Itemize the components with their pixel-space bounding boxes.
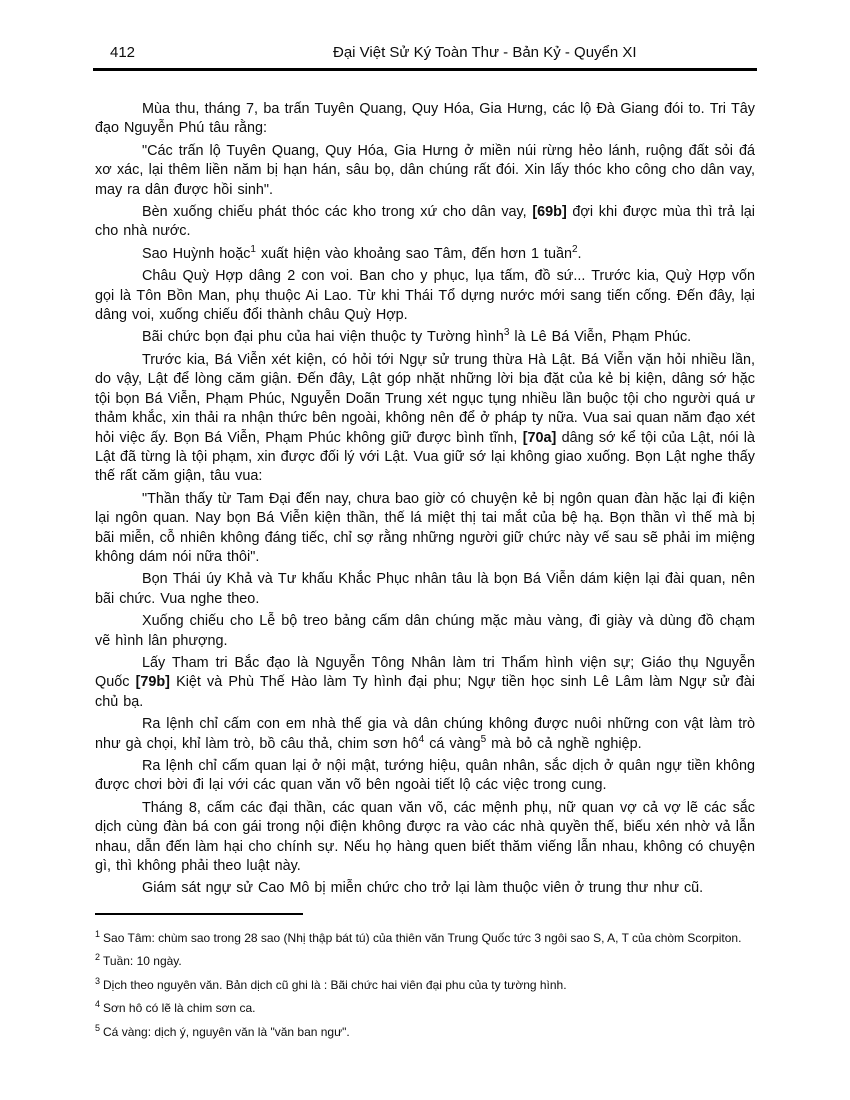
paragraph: Ra lệnh chỉ cấm con em nhà thế gia và dân chúng không được nuôi những con vật làm trò như gà chọi, khỉ làm trò, bồ câu thả, chim sơn $hô^4$ cá vàng$^5$ mà bỏ cả nghề nghiệp. [95, 716, 755, 752]
paragraph: Bọn Thái úy Khả và Tư khấu Khắc Phục nhân tâu là bọn Bá Viễn dám kiện lại đài quan, nên bãi chức. Vua nghe theo. [95, 571, 755, 607]
paragraph: "Thần thấy từ Tam Đại đến nay, chưa bao giờ có chuyện kẻ bị ngôn quan đàn hặc lại đi kiện lại ngôn quan. Nay bọn Bá Viễn kiện thần, thế lá miệt thị tai mắt của bệ hạ. Bọn thần vì thế mà bị bãi miễn, cỗ nhiên không đáng tiếc, chỉ sợ rằng những người giữ chức này vế sau sẽ phải im miệng không dám nói nữa thôi". [95, 490, 755, 565]
paragraph: Giám sát ngự sử Cao Mô bị miễn chức cho trở lại làm thuộc viên ở trung thư như cũ. [142, 880, 704, 897]
footnote-item [95, 928, 755, 946]
paragraph: Lấy Tham tri Bắc đạo là Nguyễn Tông Nhân làm tri Thẩm hình viện sự; Giáo thụ Nguyễn Quốc [79b] Kiệt và Phù Thế Hào làm Ty hình đại phu; Ngự tiền học sinh Lê Lâm làm Ngự sử đài chủ bạ. [95, 654, 755, 710]
footnote-text: Tuần: 10 ngày. [103, 954, 182, 969]
footnotes-section [95, 928, 755, 1040]
paragraph: Bèn xuống chiếu phát thóc các kho trong xứ cho dân vay, [69b] đợi khi được mùa thì trả lại cho nhà nước. [95, 204, 755, 240]
footnote-marker: 3 [95, 975, 101, 986]
paragraph: Tháng 8, cấm các đại thần, các quan văn võ, các mệnh phụ, nữ quan vợ cả vợ lẽ các sắc dịch cùng đàn bá con gái trong nội điện không được ra vào các nhà quyền thế, biếu xén nhờ vả lẫn nhau, dẫn đến làm hại cho chính sự. Nếu họ hàng quen biết thăm viếng lẫn nhau, không có chuyện gì, thì không phải theo luật này. [95, 799, 755, 875]
footnote-separator [95, 913, 303, 915]
footnote-marker: 4 [95, 999, 101, 1010]
footnote-item [95, 975, 755, 993]
header-rule [93, 68, 757, 71]
paragraph: Xuống chiếu cho Lễ bộ treo bảng cấm dân chúng mặc màu vàng, đi giày và dùng đồ chạm vẽ hình lân phượng. [95, 613, 755, 649]
footnote-item [95, 954, 755, 969]
footnote-item [95, 1022, 755, 1040]
paragraph: Châu Quỳ Hợp dâng 2 con voi. Ban cho y phục, lụa tấm, đồ sứ... Trước kia, Quỳ Hợp vốn gọi là Tôn Bồn Man, phụ thuộc Ai Lao. Từ khi Thái Tổ dựng nước mới sang tiến cống. Đến đây, lại dâng voi, xuống chiếu đổi thành châu Quỳ Hợp. [95, 268, 755, 324]
page-header [95, 44, 755, 66]
footnote-marker: 2 [95, 952, 101, 963]
paragraph: Ra lệnh chỉ cấm quan lại ở nội mật, tướng hiệu, quân nhân, sắc dịch ở quân ngự tiền không được chơi bời đi lại với các quan văn võ bên ngoài tiết lộ các việc trong cung. [95, 758, 755, 794]
footnote-text: Sao Tâm: chùm sao trong 28 sao (Nhị thập bát tú) của thiên văn Trung Quốc tức 3 ngôi sao S, A, T của chòm Scorpiton. [103, 930, 742, 945]
footnote-marker: 5 [95, 1022, 101, 1033]
footnote-text: Dịch theo nguyên văn. Bản dịch cũ ghi là : Bãi chức hai viên đại phu của ty tường hình. [103, 977, 567, 992]
paragraph: Bãi chức bọn đại phu của hai viện thuộc ty Tường hình$^3$ là Lê Bá Viễn, Phạm Phúc. [142, 327, 692, 346]
paragraph: Trước kia, Bá Viễn xét kiện, có hỏi tới Ngự sử trung thừa Hà Lật. Bá Viễn vặn hỏi nhiều lần, do vậy, Lật để lòng căm giận. Đến đây, Lật góp nhặt những lời bịa đặt của kẻ bị kiện, dâng sớ hặc tội bọn Bá Viễn, Phạm Phúc, Nguyễn Doãn Trung xét ngục tụng nhiều lần buộc tội cho người quá ư thảm khắc, xin thải ra nhận thức bên ngoài, không nên để ở pháp ty nữa. Vua sai quan năm đạo xét hỏi việc ấy. Bọn Bá Viễn, Phạm Phúc không giữ được bình tĩnh, [70a] dâng sớ kể tội của Lật, nói là Lật đã từng là tội phạm, xin được đối lý với Lật. Vua giữ sớ lại không giao xuống. Bọn Lật nghe thấy thế rất căm giận, tâu vua: [95, 351, 755, 485]
body-text [95, 100, 755, 1048]
paragraph: Sao Huỳnh hoặc$^1$ xuất hiện vào khoảng sao Tâm, đến hơn 1 tuần$^2$. [142, 244, 582, 262]
footnote-marker: 1 [95, 928, 101, 939]
footnote-text: Cá vàng: dịch ý, nguyên văn là "văn ban ngư". [103, 1024, 350, 1039]
footnote-item [95, 1001, 755, 1016]
paragraph: "Các trấn lộ Tuyên Quang, Quy Hóa, Gia Hưng ở miền núi rừng hẻo lánh, ruộng đất sỏi đá xơ xác, lại thêm liền năm bị hạn hán, sâu bọ, dân chúng rất đói. Xin lấy thóc kho công cho dân vay, may ra dân được hồi sinh". [95, 142, 755, 198]
header-title: Đại Việt Sử Ký Toàn Thư - Bản Kỷ - Quyển XI [333, 44, 637, 61]
page-number: 412 [110, 44, 136, 61]
footnote-text: Sơn hô có lẽ là chim sơn ca. [103, 1001, 256, 1016]
paragraph: Mùa thu, tháng 7, ba trấn Tuyên Quang, Quy Hóa, Gia Hưng, các lộ Đà Giang đói to. Tri Tây đạo Nguyễn Phú tâu rằng: [95, 101, 755, 137]
